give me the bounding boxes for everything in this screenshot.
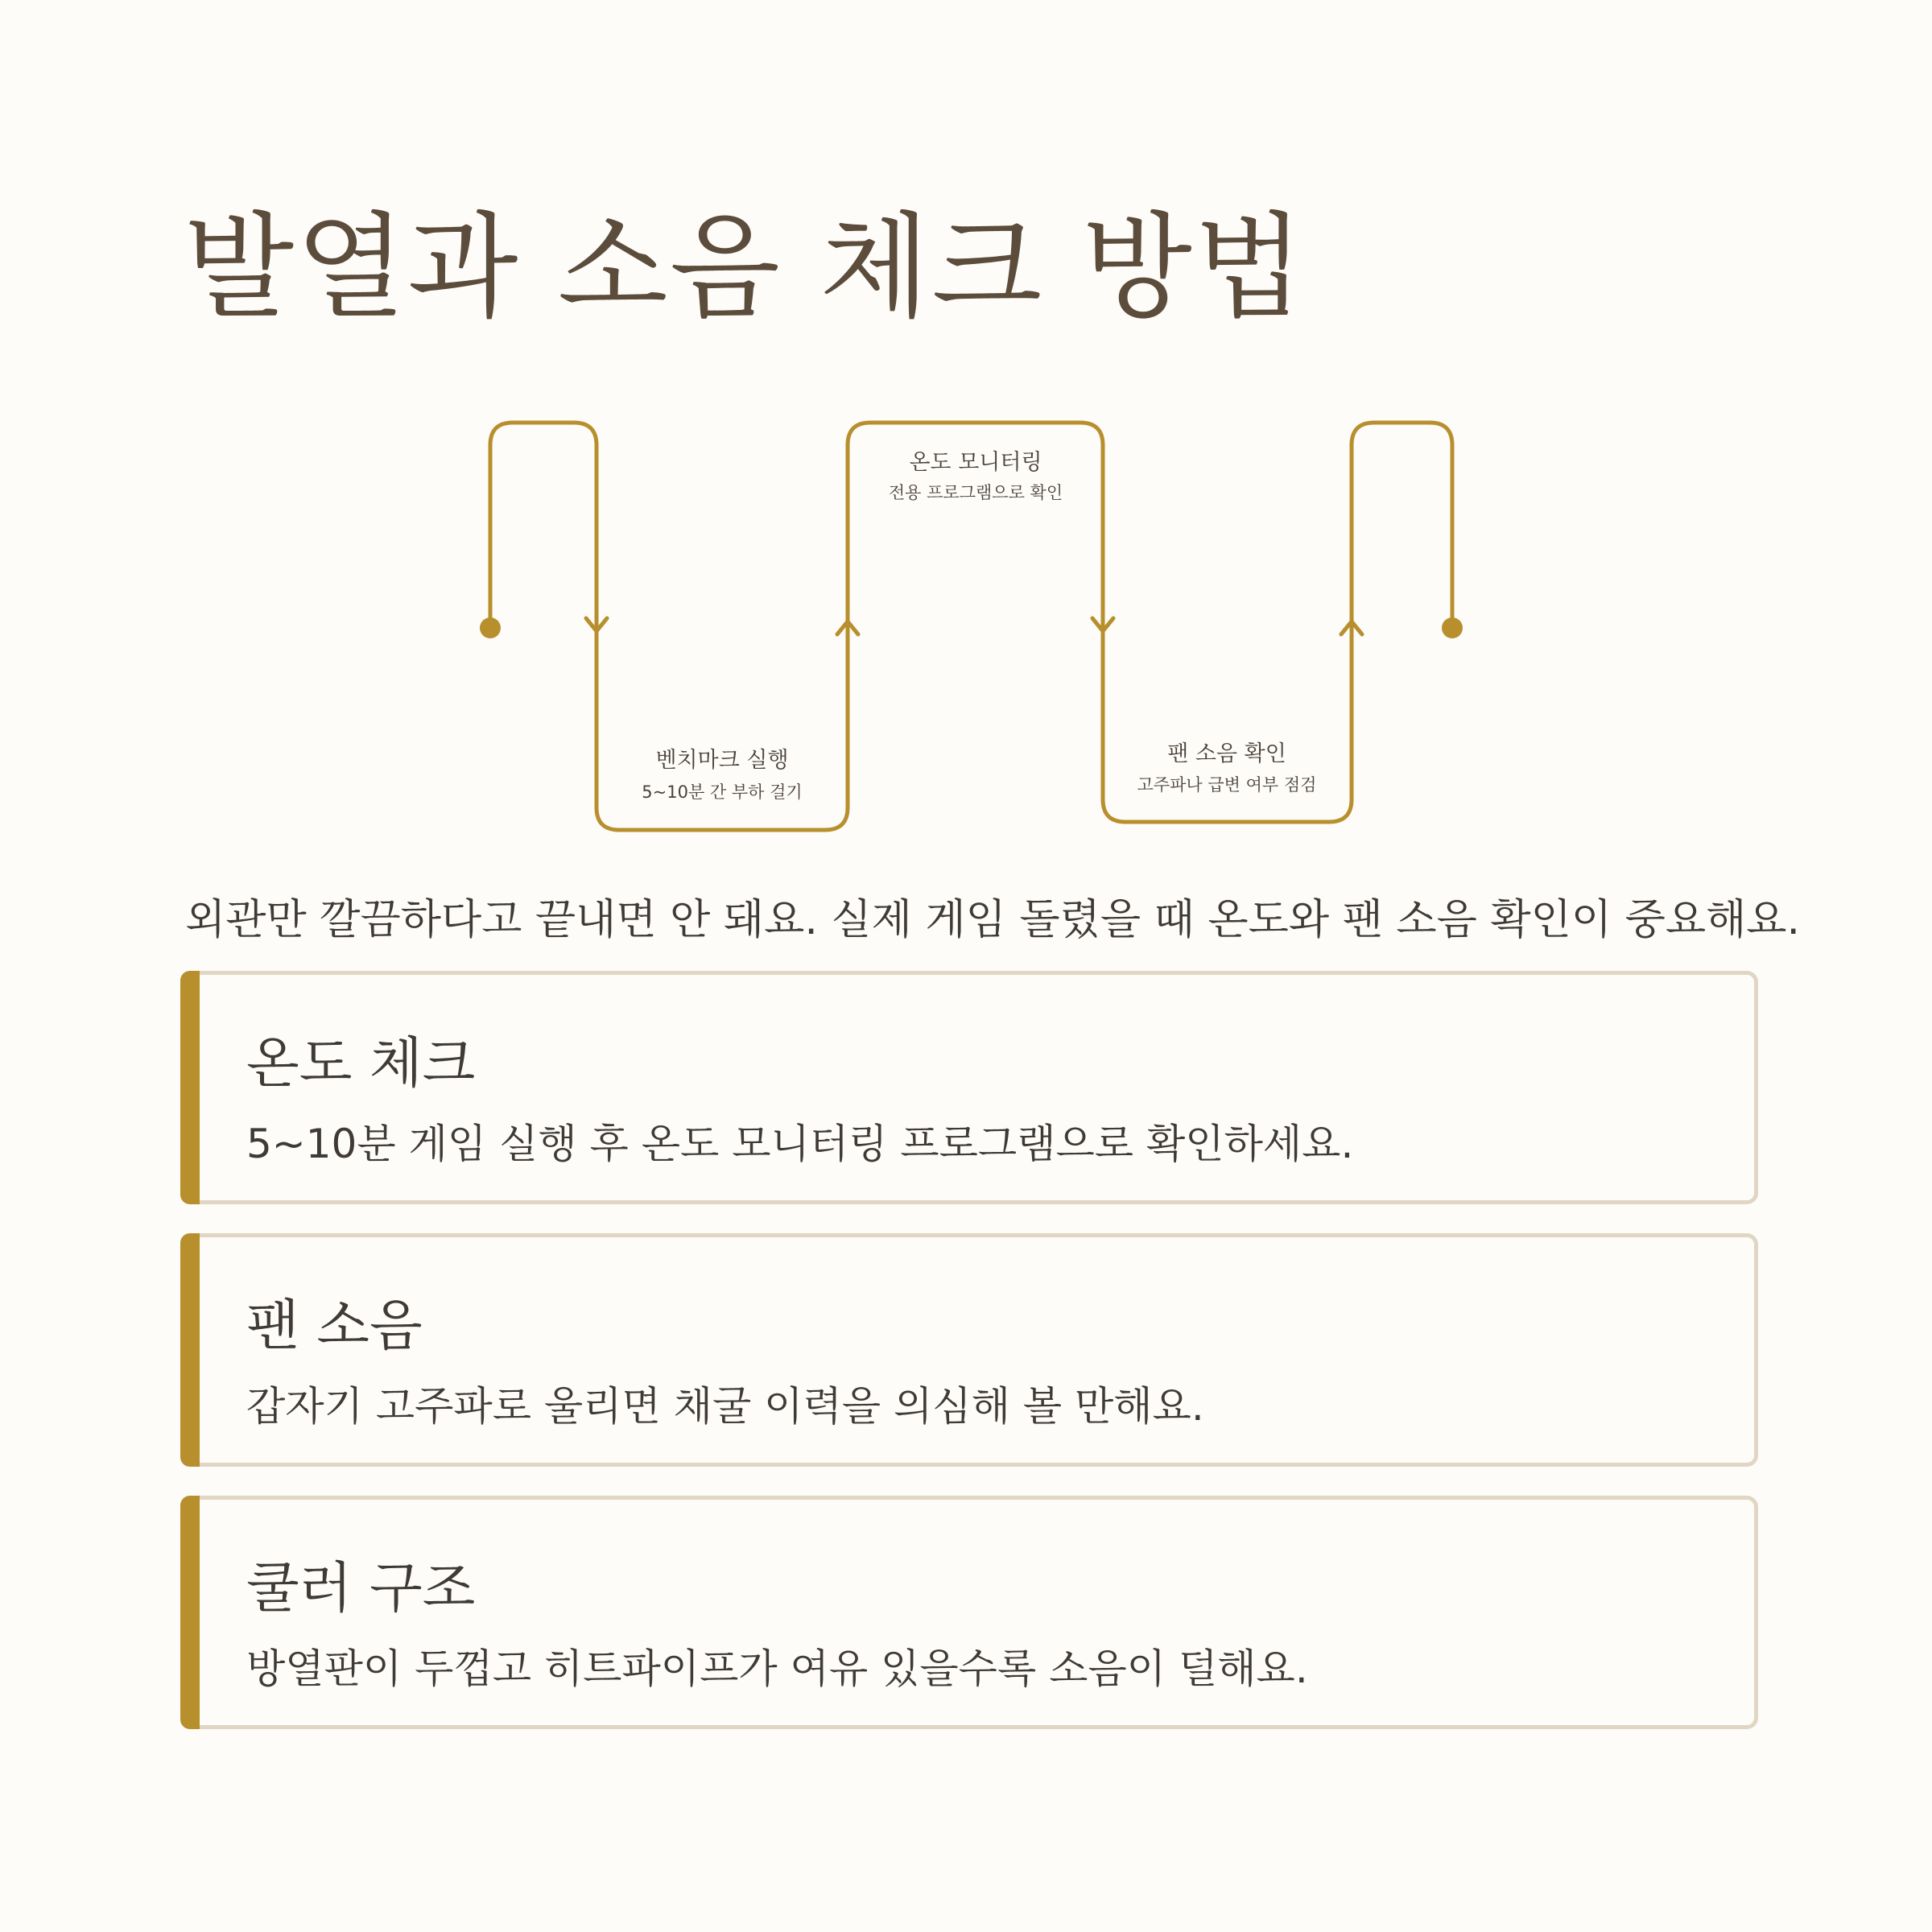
page-title: 발열과 소음 체크 방법 (184, 201, 1306, 334)
step-3-title: 팬 소음 확인 (1167, 741, 1286, 766)
card-desc: 5~10분 게임 실행 후 온도 모니터링 프로그램으로 확인하세요. (246, 1121, 1354, 1167)
card-accent-bar (180, 971, 200, 1204)
intro-text: 외관만 깔끔하다고 끝내면 안 돼요. 실제 게임 돌렸을 때 온도와 팬 소음 확인이 중요해요. (185, 896, 1801, 944)
step-2-title: 온도 모니터링 (909, 450, 1042, 475)
flow-end-dot (1442, 617, 1463, 638)
card-desc: 갑자기 고주파로 울리면 채굴 이력을 의심해 볼 만해요. (246, 1383, 1204, 1430)
process-flow-diagram (0, 0, 1932, 869)
card-title: 팬 소음 (246, 1294, 423, 1358)
card-desc: 방열판이 두껍고 히트파이프가 여유 있을수록 소음이 덜해요. (246, 1645, 1308, 1692)
card-title: 쿨러 구조 (246, 1557, 476, 1620)
step-2-desc: 전용 프로그램으로 확인 (888, 483, 1063, 502)
step-3-desc: 고주파나 급변 여부 점검 (1137, 775, 1317, 795)
card-temperature (180, 971, 1758, 1204)
step-1-desc: 5~10분 간 부하 걸기 (642, 782, 803, 802)
flow-start-dot (480, 617, 501, 638)
card-accent-bar (180, 1233, 200, 1467)
card-title: 온도 체크 (246, 1032, 476, 1096)
card-fan-noise (180, 1233, 1758, 1467)
card-accent-bar (180, 1496, 200, 1729)
step-1-title: 벤치마크 실행 (655, 748, 789, 773)
card-cooler-structure (180, 1496, 1758, 1729)
